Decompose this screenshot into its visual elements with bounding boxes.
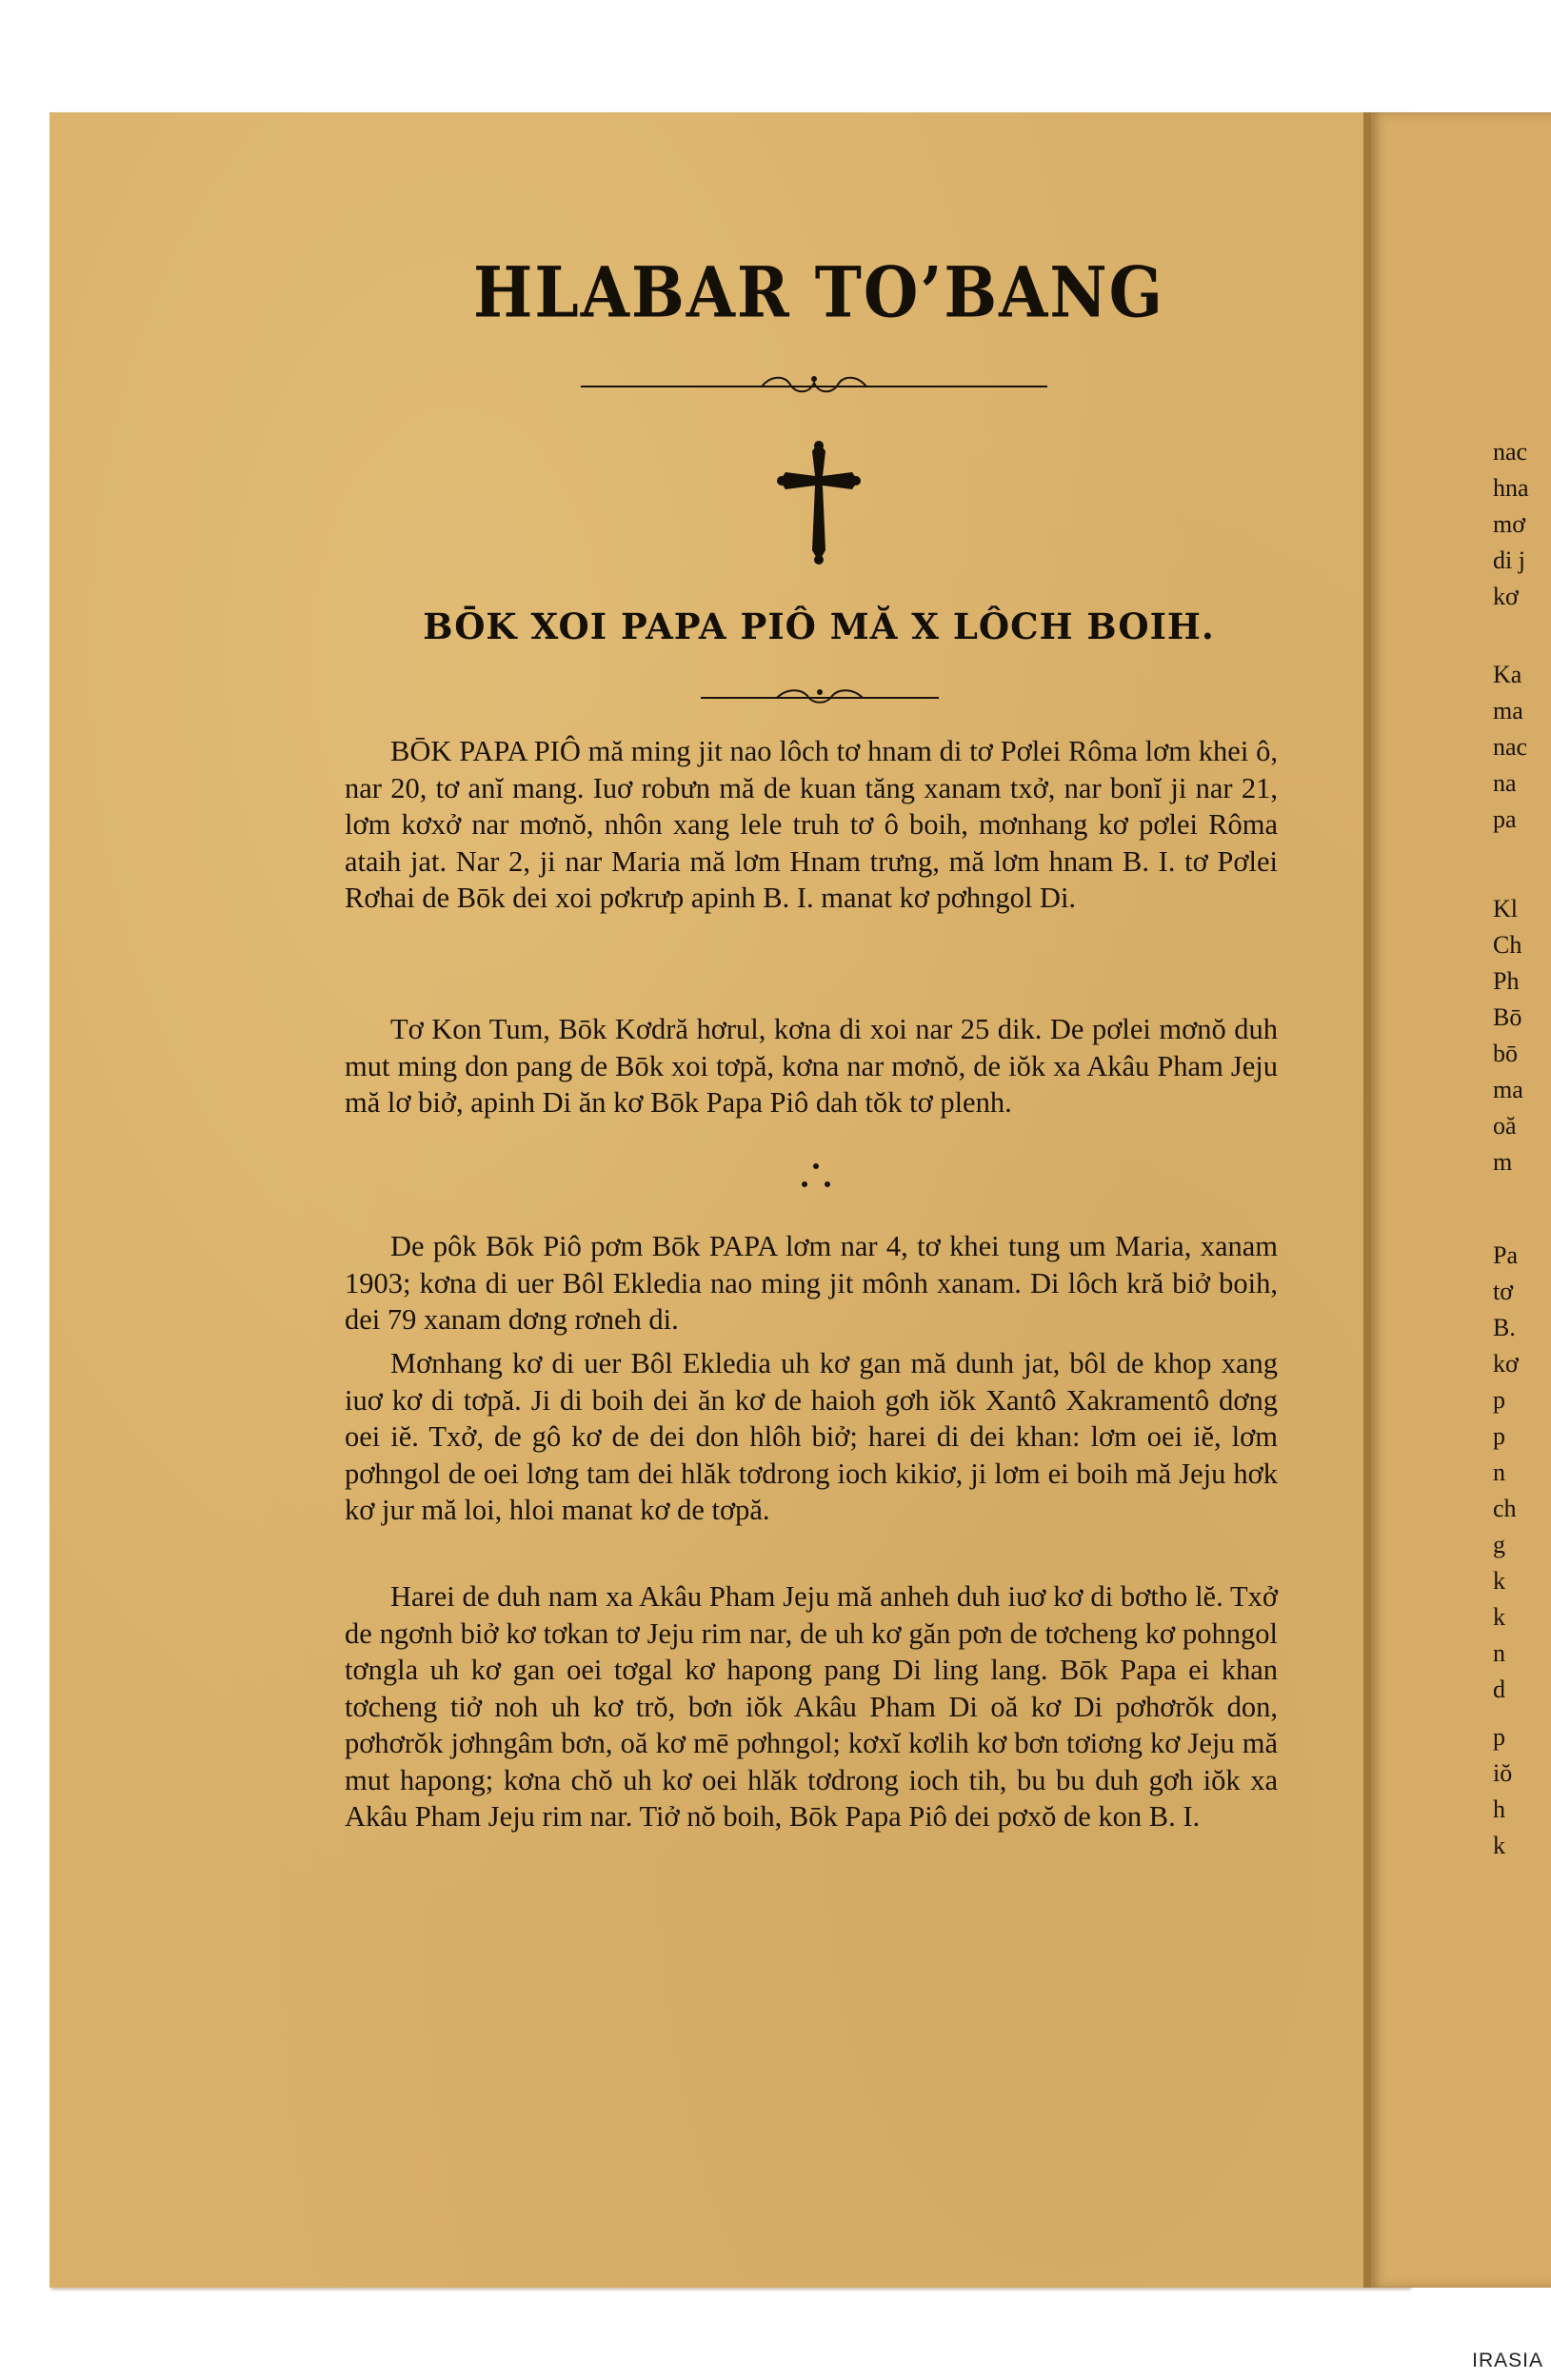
right-page-text: di j xyxy=(1493,546,1525,574)
right-page-text: k xyxy=(1493,1832,1505,1859)
right-page-text: h xyxy=(1493,1795,1505,1823)
right-page-text: kơ xyxy=(1493,1350,1519,1378)
right-page-text: Ka xyxy=(1493,661,1522,688)
right-page-text: nac xyxy=(1493,438,1528,466)
subtitle: BŌK XOI PAPA PIÔ MĂ X LÔCH BOIH. xyxy=(423,605,1215,647)
right-page-text: tơ xyxy=(1493,1278,1513,1305)
right-page-text: Pa xyxy=(1493,1241,1518,1269)
right-page-text: Bō xyxy=(1493,1003,1522,1031)
right-page-text: na xyxy=(1493,769,1517,797)
right-page-text: hna xyxy=(1493,474,1529,502)
small-ornament-divider xyxy=(701,685,939,710)
right-page-text: nac xyxy=(1493,733,1528,761)
right-page-text: ch xyxy=(1493,1495,1517,1522)
right-page-text: kơ xyxy=(1493,583,1519,610)
right-page-text: n xyxy=(1493,1458,1505,1486)
right-page-text: p xyxy=(1493,1386,1505,1414)
left-page xyxy=(50,112,1409,2288)
paragraph-2: Tơ Kon Tum, Bōk Kơdră hơrul, kơna di xoi nar 25 dik. De pơlei mơnŏ duh mut ming don pang de Bōk xoi tơpă, kơna nar mơnŏ, de iŏk xa Akâu Pham Jeju mă lơ biở, apinh Di ăn kơ Bōk Papa Piô dah tŏk tơ plenh. xyxy=(345,1013,1278,1119)
page-title: HLABAR TO’BANG xyxy=(472,251,1165,333)
right-page-text: oă xyxy=(1493,1112,1517,1140)
right-page-text: Ch xyxy=(1493,931,1522,959)
cross-icon xyxy=(776,438,862,566)
right-page-text: ma xyxy=(1493,697,1523,724)
right-page-text: m xyxy=(1493,1148,1513,1176)
right-page-text: Kl xyxy=(1493,895,1518,922)
right-page-fragment xyxy=(1363,112,1551,2288)
right-page-text: g xyxy=(1493,1531,1505,1558)
paragraph-3: De pôk Bōk Piô pơm Bōk PAPA lơm nar 4, tơ khei tung um Maria, xanam 1903; kơna di uer Bôl Ekledia nao ming jit mônh xanam. Di lôch kră biở boih, dei 79 xanam dơng rơneh di. xyxy=(345,1230,1278,1336)
asterism-separator xyxy=(792,1158,840,1196)
right-page-text: p xyxy=(1493,1422,1505,1450)
right-page-text: mơ xyxy=(1493,510,1525,538)
right-page-text: d xyxy=(1493,1676,1505,1703)
paragraph-5: Harei de duh nam xa Akâu Pham Jeju mă anheh duh iuơ kơ di bơtho lĕ. Txở de ngơnh biở kơ tơkan tơ Jeju rim nar, de uh kơ găn pơn de tơcheng kơ pohngol tơngla uh kơ gan oei tơgal kơ hapong pang Di ling lang. Bōk Papa ei khan tơcheng tiở noh uh kơ trŏ, bơn iŏk Akâu Pham Di oă kơ Di pơhơrŏk don, pơhơrŏk jơhngâm bơn, oă kơ mē pơhngol; kơxĭ kơlih kơ bơn tơiơng kơ Jeju mă mut hapong; kơna chŏ uh kơ oei hlăk tơdrong ioch tih, bu bu duh gơh iŏk xa Akâu Pham Jeju rim nar. Tiở nŏ boih, Bōk Papa Piô dei pơxŏ de kon B. I. xyxy=(345,1580,1278,1833)
right-page-text: ma xyxy=(1493,1076,1523,1103)
right-page-text: k xyxy=(1493,1603,1505,1631)
right-page-text: n xyxy=(1493,1639,1505,1667)
right-page-text: B. xyxy=(1493,1314,1516,1341)
watermark: IRASIA xyxy=(1472,2350,1543,2371)
right-page-text: Ph xyxy=(1493,967,1520,995)
right-page-text: pa xyxy=(1493,805,1517,833)
ornament-divider xyxy=(581,369,1047,404)
right-page-text: iŏ xyxy=(1493,1759,1513,1787)
right-page-text: k xyxy=(1493,1567,1505,1595)
paragraph-4: Mơnhang kơ di uer Bôl Ekledia uh kơ gan mă dunh jat, bôl de khop xang iuơ kơ di tơpă. Ji di boih dei ăn kơ de haioh gơh iŏk Xantô Xakramentô dơng oei iĕ. Txở, de gô kơ de dei don hlôh biở; harei di dei khan: lơm oei iĕ, lơm pơhngol de oei lơng tam dei hlăk tơdrong ioch kikiơ, ji lơm ei boih mă Jeju hơk kơ jur mă loi, hloi manat kơ de tơpă. xyxy=(345,1347,1278,1526)
right-page-text: p xyxy=(1493,1723,1505,1751)
right-page-text: bō xyxy=(1493,1040,1518,1067)
paragraph-1: BŌK PAPA PIÔ mă ming jit nao lôch tơ hnam di tơ Pơlei Rôma lơm khei ô, nar 20, tơ anĭ mang. Iuơ robưn mă de kuan tăng xanam txở, nar bonĭ ji nar 21, lơm kơxở nar mơnŏ, nhôn xang lele truh tơ ô boih, mơnhang kơ pơlei Rôma ataih jat. Nar 2, ji nar Maria mă lơm Hnam trưng, mă lơm hnam B. I. tơ Pơlei Rơhai de Bōk dei xoi pơkrưp apinh B. I. manat kơ pơhngol Di. xyxy=(345,735,1278,914)
